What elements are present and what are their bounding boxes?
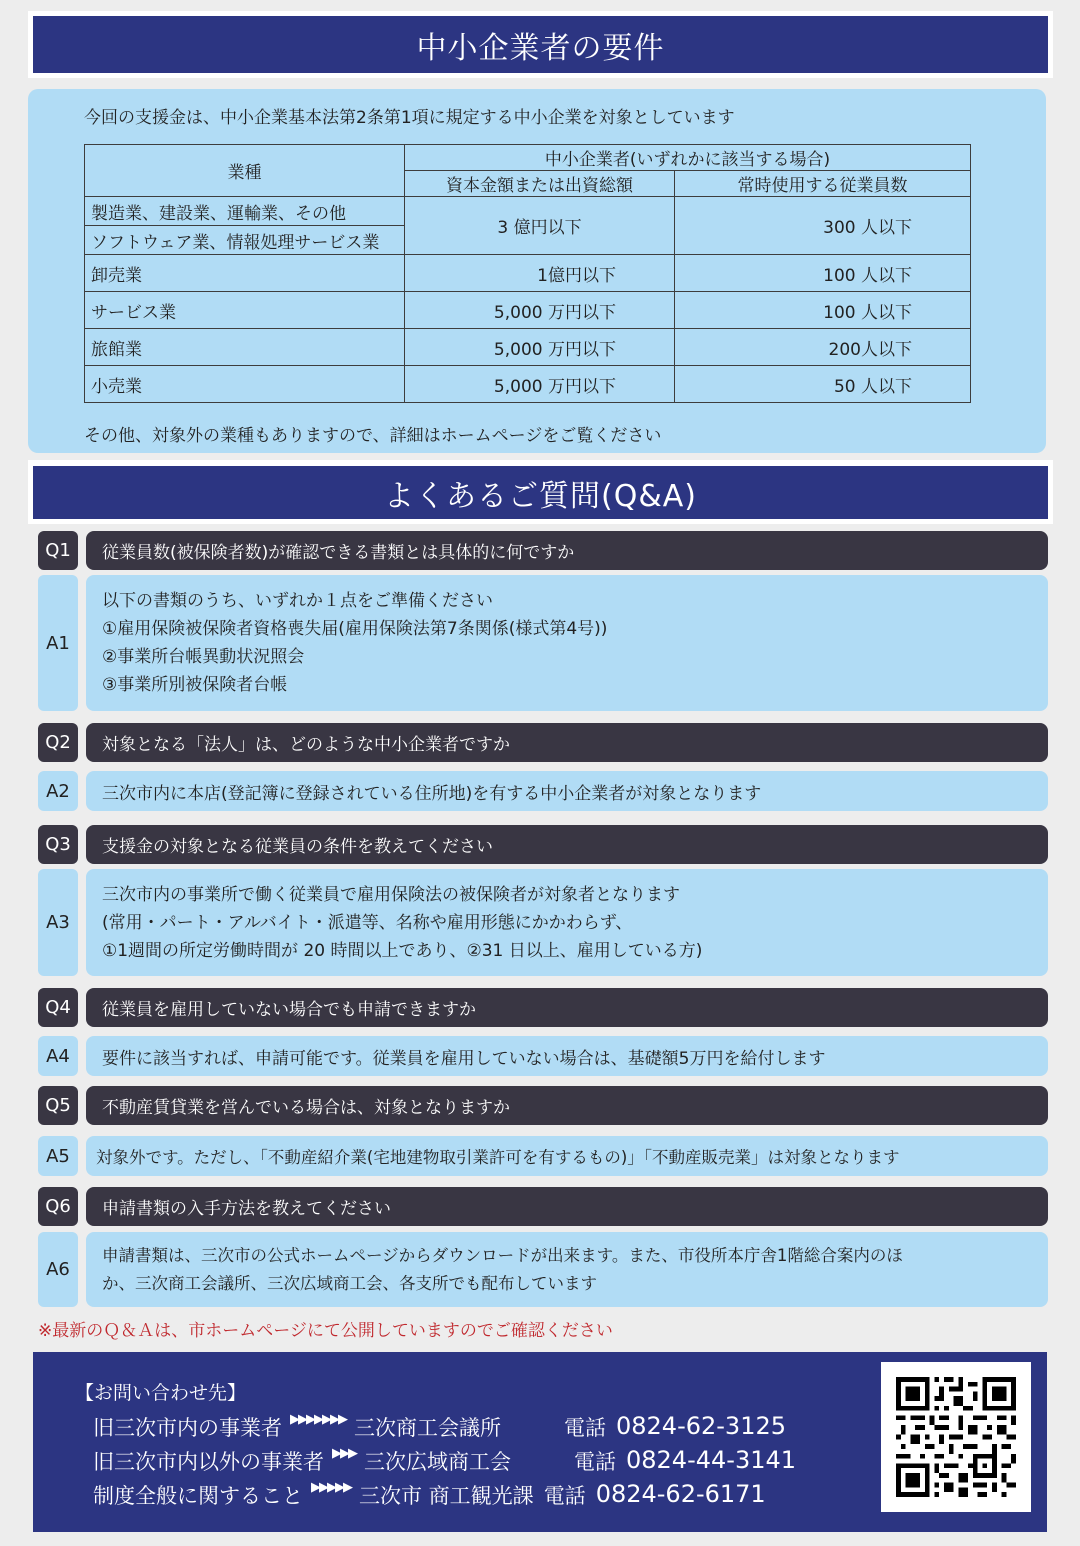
answer-label: A6 <box>38 1232 78 1307</box>
answer-label: A3 <box>38 869 78 976</box>
arrows-icon: ▶▶▶▶▶▶▶ <box>290 1412 346 1427</box>
answer-line: 以下の書類のうち、いずれか１点をご準備ください <box>102 591 493 611</box>
tel-label: 電話 <box>574 1450 616 1474</box>
qr-code-graphic <box>896 1377 1016 1497</box>
question-text: 申請書類の入手方法を教えてください <box>86 1187 1048 1226</box>
contact-target: 制度全般に関すること <box>93 1484 303 1508</box>
answer-text: 対象外です。ただし、「不動産紹介業(宅地建物取引業許可を有するもの)」「不動産販売業」は対象となります <box>86 1136 1048 1176</box>
answer-line: ③事業所別被保険者台帳 <box>102 675 288 695</box>
employees-cell: 100 人以下 <box>675 255 971 292</box>
table-row <box>85 255 971 292</box>
question-row <box>38 723 1048 762</box>
question-text: 従業員数(被保険者数)が確認できる書類とは具体的に何ですか <box>86 531 1048 570</box>
requirements-panel <box>28 89 1046 453</box>
header-capital: 資本金額または出資総額 <box>405 171 675 197</box>
capital-cell: 5,000 万円以下 <box>405 292 675 329</box>
question-row <box>38 1187 1048 1226</box>
contact-row <box>93 1412 786 1442</box>
requirements-title <box>33 16 1048 73</box>
answer-label: A5 <box>38 1136 78 1176</box>
employees-cell: 300 人以下 <box>675 197 971 255</box>
question-label: Q3 <box>38 825 78 864</box>
capital-cell: 1億円以下 <box>405 255 675 292</box>
faq-note: ※最新のＱ＆Ａは、市ホームページにて公開していますのでご確認ください <box>38 1321 613 1341</box>
answer-row <box>38 771 1048 811</box>
table-row <box>85 366 971 403</box>
answer-text: 三次市内に本店(登記簿に登録されている住所地)を有する中小企業者が対象となります <box>86 771 1048 811</box>
question-row <box>38 988 1048 1027</box>
answer-label: A2 <box>38 771 78 811</box>
qr-code-icon[interactable] <box>881 1362 1031 1512</box>
contact-row <box>93 1480 766 1510</box>
contact-row <box>93 1446 796 1476</box>
industry-cell: 小売業 <box>85 366 405 403</box>
question-text: 従業員を雇用していない場合でも申請できますか <box>86 988 1048 1027</box>
answer-line: ①雇用保険被保険者資格喪失届(雇用保険法第7条関係(様式第4号)) <box>102 619 608 639</box>
tel-label: 電話 <box>563 1416 606 1440</box>
question-text: 支援金の対象となる従業員の条件を教えてください <box>86 825 1048 864</box>
requirements-outro: その他、対象外の業種もありますので、詳細はホームページをご覧ください <box>84 426 662 446</box>
tel-number[interactable]: 0824-62-3125 <box>615 1412 786 1440</box>
capital-cell: 5,000 万円以下 <box>405 329 675 366</box>
table-row <box>85 197 971 226</box>
employees-cell: 100 人以下 <box>675 292 971 329</box>
industry-cell: 卸売業 <box>85 255 405 292</box>
arrows-icon: ▶▶▶▶▶ <box>311 1480 351 1495</box>
answer-row <box>38 1232 1048 1307</box>
question-row <box>38 1086 1048 1125</box>
tel-number[interactable]: 0824-44-3141 <box>626 1446 797 1474</box>
answer-label: A4 <box>38 1036 78 1076</box>
tel-number[interactable]: 0824-62-6171 <box>595 1480 766 1508</box>
question-text: 対象となる「法人」は、どのような中小企業者ですか <box>86 723 1048 762</box>
requirements-title-text: 中小企業者の要件 <box>416 30 665 66</box>
answer-row <box>38 1136 1048 1176</box>
contact-target: 旧三次市内の事業者 <box>93 1416 282 1440</box>
header-industry: 業種 <box>85 145 405 197</box>
contact-title: 【お問い合わせ先】 <box>75 1382 247 1404</box>
answer-line: ①1週間の所定労働時間が 20 時間以上であり、②31 日以上、雇用している方) <box>102 940 703 961</box>
faq-title-text: よくあるご質問(Q&A) <box>384 478 697 514</box>
answer-row <box>38 869 1048 976</box>
industry-cell: サービス業 <box>85 292 405 329</box>
requirements-intro: 今回の支援金は、中小企業基本法第2条第1項に規定する中小企業を対象としています <box>84 108 735 128</box>
answer-text <box>86 1232 1048 1307</box>
answer-line: か、三次商工会議所、三次広域商工会、各支所でも配布しています <box>102 1273 597 1293</box>
table-row <box>85 329 971 366</box>
answer-line: (常用・パート・アルバイト・派遣等、名称や雇用形態にかかわらず、 <box>102 912 633 933</box>
answer-row <box>38 1036 1048 1076</box>
industry-cell: 製造業、建設業、運輸業、その他 <box>85 197 405 226</box>
capital-cell: 3 億円以下 <box>405 197 675 255</box>
answer-text: 要件に該当すれば、申請可能です。従業員を雇用していない場合は、基礎額5万円を給付します <box>86 1036 1048 1076</box>
capital-cell: 5,000 万円以下 <box>405 366 675 403</box>
question-label: Q5 <box>38 1086 78 1125</box>
question-label: Q6 <box>38 1187 78 1226</box>
question-label: Q1 <box>38 531 78 570</box>
answer-line: ②事業所台帳異動状況照会 <box>102 647 305 667</box>
contact-target: 旧三次市内以外の事業者 <box>93 1450 324 1474</box>
question-label: Q2 <box>38 723 78 762</box>
answer-line: 三次市内の事業所で働く従業員で雇用保険法の被保険者が対象者となります <box>102 884 680 905</box>
table-row <box>85 292 971 329</box>
employees-cell: 200人以下 <box>675 329 971 366</box>
question-label: Q4 <box>38 988 78 1027</box>
answer-text <box>86 575 1048 711</box>
answer-row <box>38 575 1048 711</box>
answer-text <box>86 869 1048 976</box>
question-row <box>38 531 1048 570</box>
contact-org: 三次広域商工会 <box>364 1450 511 1474</box>
employees-cell: 50 人以下 <box>675 366 971 403</box>
question-text: 不動産賃貸業を営んでいる場合は、対象となりますか <box>86 1086 1048 1125</box>
arrows-icon: ▶▶▶ <box>332 1446 356 1461</box>
requirements-table <box>84 144 971 403</box>
question-row <box>38 825 1048 864</box>
contact-org: 三次市 商工観光課 <box>359 1484 534 1508</box>
industry-cell: 旅館業 <box>85 329 405 366</box>
industry-cell: ソフトウェア業、情報処理サービス業 <box>85 226 405 255</box>
answer-line: 申請書類は、三次市の公式ホームページからダウンロードが出来ます。また、市役所本庁舎1階総合案内のほ <box>102 1245 903 1265</box>
tel-label: 電話 <box>543 1484 586 1508</box>
header-employees: 常時使用する従業員数 <box>675 171 971 197</box>
faq-title <box>33 466 1048 519</box>
contact-org: 三次商工会議所 <box>353 1416 501 1440</box>
header-group: 中小企業者(いずれかに該当する場合) <box>405 145 971 171</box>
answer-label: A1 <box>38 575 78 711</box>
